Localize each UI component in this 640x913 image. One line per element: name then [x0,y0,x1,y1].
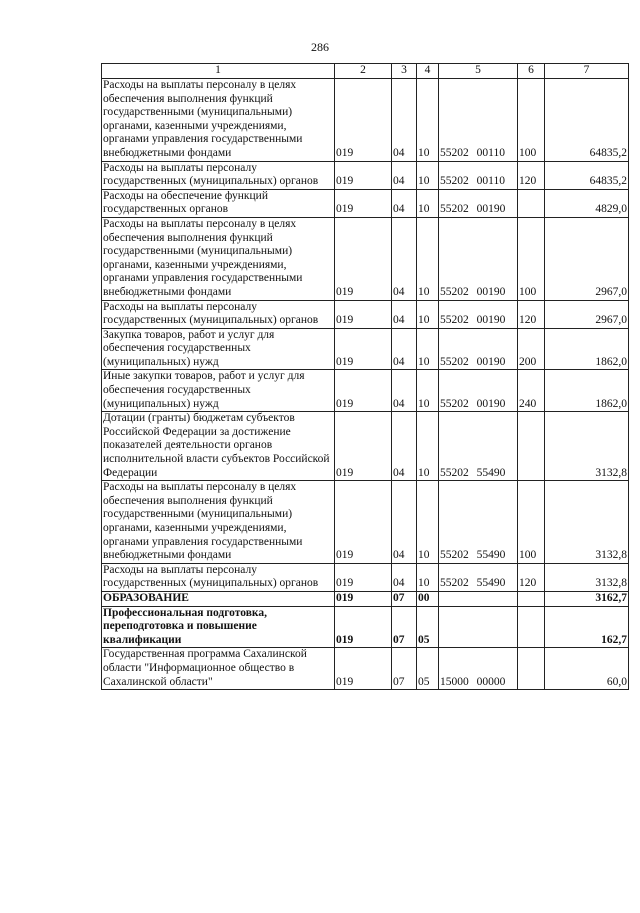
header-col-7: 7 [545,64,629,79]
row-amount: 60,0 [545,648,629,690]
row-section: 04 [392,79,417,162]
row-expense-type: 120 [518,300,545,328]
row-admin-code: 019 [335,328,392,370]
row-target-article: 55202 00190 [439,370,518,412]
row-expense-type [518,606,545,648]
row-subsection: 05 [417,648,439,690]
row-name: Дотации (гранты) бюджетам субъектов Российской Федерации за достижение показателей деятельности органов исполнительной власти субъектов Российской Федерации [102,412,335,481]
row-name: Расходы на выплаты персоналу в целях обеспечения выполнения функций государственными (муниципальными) органами, казенными учреждениями, органами управления государственными внебюджетными фондами [102,79,335,162]
row-target-article: 55202 00110 [439,79,518,162]
header-col-2: 2 [335,64,392,79]
row-admin-code: 019 [335,591,392,606]
row-name: Расходы на выплаты персоналу государственных (муниципальных) органов [102,161,335,189]
row-target-article: 55202 55490 [439,481,518,564]
header-col-1: 1 [102,64,335,79]
row-admin-code: 019 [335,648,392,690]
row-section: 04 [392,481,417,564]
row-target-article: 55202 55490 [439,412,518,481]
row-expense-type: 240 [518,370,545,412]
row-admin-code: 019 [335,481,392,564]
row-name: Закупка товаров, работ и услуг для обеспечения государственных (муниципальных) нужд [102,328,335,370]
row-section: 04 [392,328,417,370]
row-expense-type [518,591,545,606]
row-name: Расходы на выплаты персоналу в целях обеспечения выполнения функций государственными (муниципальными) органами, казенными учреждениями, органами управления государственными внебюджетными фондами [102,217,335,300]
row-section: 04 [392,563,417,591]
row-target-article: 55202 00190 [439,328,518,370]
header-row [102,64,629,79]
row-subsection: 10 [417,563,439,591]
subsection-row [102,606,629,648]
row-section: 04 [392,189,417,217]
row-amount: 2967,0 [545,217,629,300]
table-row [102,189,629,217]
row-subsection: 10 [417,189,439,217]
header-col-4: 4 [417,64,439,79]
row-amount: 3132,8 [545,563,629,591]
row-section: 04 [392,370,417,412]
row-amount: 2967,0 [545,300,629,328]
row-expense-type: 100 [518,79,545,162]
row-name: Расходы на выплаты персоналу государственных (муниципальных) органов [102,563,335,591]
row-target-article: 55202 00190 [439,189,518,217]
row-admin-code: 019 [335,606,392,648]
row-amount: 3162,7 [545,591,629,606]
row-amount: 1862,0 [545,328,629,370]
row-section: 07 [392,606,417,648]
row-name: Расходы на выплаты персоналу государственных (муниципальных) органов [102,300,335,328]
row-expense-type: 120 [518,161,545,189]
row-amount: 162,7 [545,606,629,648]
table-row [102,328,629,370]
row-subsection: 10 [417,217,439,300]
row-name: Государственная программа Сахалинской области "Информационное общество в Сахалинской области" [102,648,335,690]
row-target-article: 15000 00000 [439,648,518,690]
row-section: 07 [392,648,417,690]
row-amount: 4829,0 [545,189,629,217]
row-target-article: 55202 00190 [439,300,518,328]
row-admin-code: 019 [335,370,392,412]
row-expense-type [518,412,545,481]
row-admin-code: 019 [335,217,392,300]
row-section: 04 [392,217,417,300]
row-subsection: 10 [417,412,439,481]
row-expense-type [518,648,545,690]
row-admin-code: 019 [335,189,392,217]
row-section: 04 [392,300,417,328]
row-expense-type: 200 [518,328,545,370]
row-amount: 64835,2 [545,79,629,162]
row-name: Профессиональная подготовка, переподготовка и повышение квалификации [102,606,335,648]
row-admin-code: 019 [335,563,392,591]
table-row [102,79,629,162]
row-subsection: 10 [417,370,439,412]
row-subsection: 10 [417,300,439,328]
row-admin-code: 019 [335,79,392,162]
row-admin-code: 019 [335,161,392,189]
row-name: Расходы на выплаты персоналу в целях обеспечения выполнения функций государственными (муниципальными) органами, казенными учреждениями, органами управления государственными внебюджетными фондами [102,481,335,564]
table-row [102,412,629,481]
row-amount: 3132,8 [545,412,629,481]
row-subsection: 05 [417,606,439,648]
budget-table [101,63,629,690]
table-row [102,370,629,412]
row-section: 04 [392,412,417,481]
row-name: ОБРАЗОВАНИЕ [102,591,335,606]
row-admin-code: 019 [335,300,392,328]
header-col-5: 5 [439,64,518,79]
row-target-article [439,591,518,606]
row-subsection: 10 [417,481,439,564]
row-name: Расходы на обеспечение функций государственных органов [102,189,335,217]
row-amount: 3132,8 [545,481,629,564]
table-row [102,300,629,328]
row-admin-code: 019 [335,412,392,481]
row-expense-type [518,189,545,217]
row-expense-type: 120 [518,563,545,591]
header-col-6: 6 [518,64,545,79]
row-name: Иные закупки товаров, работ и услуг для обеспечения государственных (муниципальных) нужд [102,370,335,412]
row-subsection: 00 [417,591,439,606]
row-target-article [439,606,518,648]
table-row [102,217,629,300]
row-amount: 64835,2 [545,161,629,189]
row-amount: 1862,0 [545,370,629,412]
header-col-3: 3 [392,64,417,79]
row-subsection: 10 [417,328,439,370]
row-expense-type: 100 [518,217,545,300]
row-section: 07 [392,591,417,606]
table-row [102,161,629,189]
table-row [102,648,629,690]
row-subsection: 10 [417,161,439,189]
table-row [102,563,629,591]
row-expense-type: 100 [518,481,545,564]
row-target-article: 55202 00110 [439,161,518,189]
row-target-article: 55202 00190 [439,217,518,300]
page-number: 286 [311,40,329,54]
row-subsection: 10 [417,79,439,162]
section-row [102,591,629,606]
table-row [102,481,629,564]
row-target-article: 55202 55490 [439,563,518,591]
row-section: 04 [392,161,417,189]
